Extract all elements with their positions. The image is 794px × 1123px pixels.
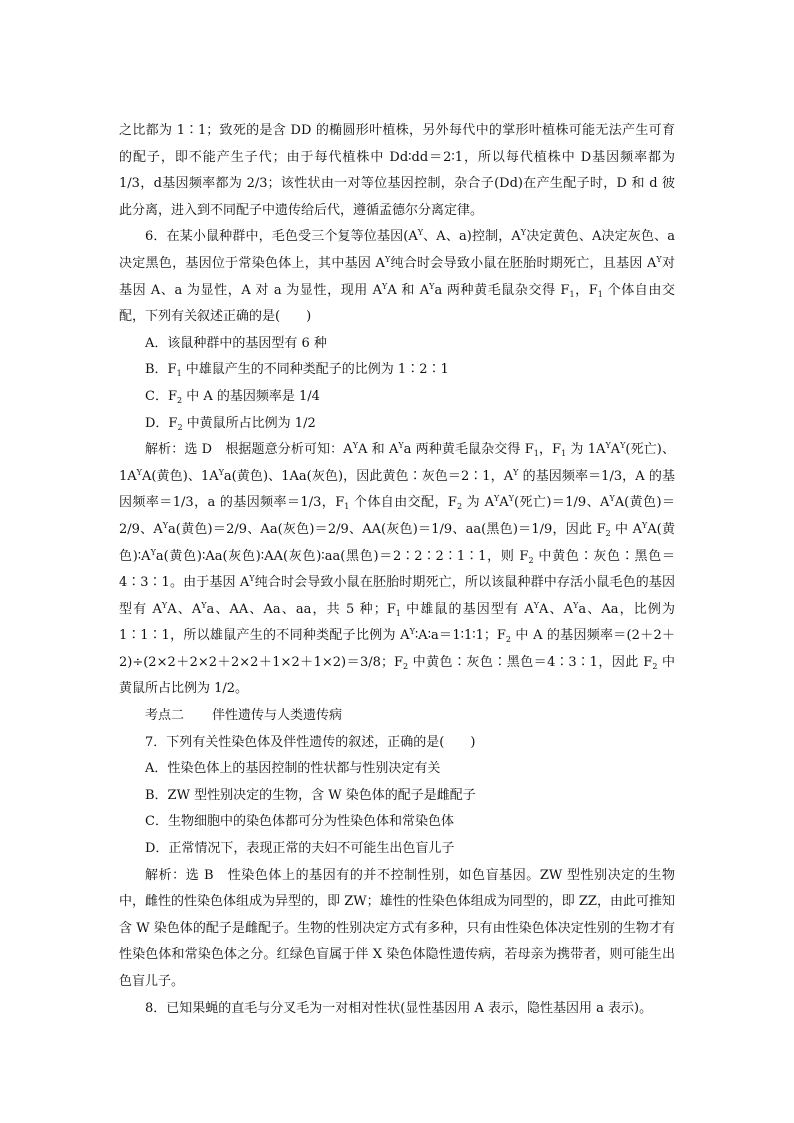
- question-6-option-c: C．$F_2$ 中 A 的基因频率是 1/4: [145, 388, 320, 405]
- document-page: [119, 118, 675, 1022]
- section-title: 伴性遗传与人类遗传病: [212, 708, 343, 724]
- question-6-option-d: D．$F_2$ 中黄鼠所占比例为 1/2: [145, 415, 316, 432]
- question-7-option-a: A．性染色体上的基因控制的性状都与性别决定有关: [145, 761, 441, 777]
- question-6-option-b: B．$F_1$ 中雄鼠产生的不同种类配子的比例为 1∶2∶1: [145, 362, 449, 379]
- section-number: 考点二: [145, 708, 185, 724]
- question-7-option-b: B．ZW 型性别决定的生物，含 W 染色体的配子是雌配子: [145, 787, 476, 803]
- question-7-analysis: 解析：选 B 性染色体上的基因有的并不控制性别，如色盲基因。ZW 型性别决定的生物中，雌性的性染色体组成为异型的，即 ZW；雄性的性染色体组成为同型的，即 ZZ，由此可推知含 W 染色体的配子是雌配子。生物的性别决定方式有多种，只有由性染色体决定性别的生物才有性染色体和常染色体之分。红绿色盲属于伴 X 染色体隐性遗传病，若母亲为携带者，则可能生出色盲儿子。: [119, 867, 675, 989]
- question-7-option-d: D．正常情况下，表现正常的夫妇不可能生出色盲儿子: [145, 841, 455, 857]
- question-6: 6．在某小鼠种群中，毛色受三个复等位基因($A^Y$、A、a)控制，$A^Y$决定黄色、A决定灰色、a 决定黑色，基因位于常染色体上，其中基因 $A^Y$纯合时会导致小鼠在胚胎时期死亡，且基因 $A^Y$对基因 A、a 为显性，A 对 a 为显性，现用 $A^YA$ 和 $A^Ya$ 两种黄毛鼠杂交得 $F_1$，$F_1$ 个体自由交配，下列有关叙述正确的是( ): [119, 228, 676, 325]
- question-6-option-a: A．该鼠种群中的基因型有 6 种: [145, 335, 327, 351]
- section-heading: [119, 703, 675, 730]
- question-8: 8．已知果蝇的直毛与分叉毛为一对相对性状(显性基因用 A 表示，隐性基因用 a 表示)。: [145, 1000, 653, 1016]
- paragraph-continuation: 之比都为 1∶1；致死的是含 DD 的椭圆形叶植株，另外每代中的掌形叶植株可能无法产生可育的配子，即不能产生子代；由于每代植株中 Dd∶dd＝2∶1，所以每代植株中 D基因频率都为 1/3，d基因频率都为 2/3；该性状由一对等位基因控制，杂合子(Dd)在产生配子时，D 和 d 彼此分离，进入到不同配子中遗传给后代，遵循孟德尔分离定律。: [119, 123, 675, 218]
- question-6-analysis: 解析：选 D 根据题意分析可知：$A^YA$ 和 $A^Ya$ 两种黄毛鼠杂交得 $F_1$，$F_1$ 为 $1A^YA^Y$(死亡)、$1A^YA$(黄色)、$1A^Ya$(黄色)、1Aa(灰色)，因此黄色∶灰色＝2∶1，$A^Y$ 的基因频率＝1/3，A 的基因频率＝1/3，a 的基因频率＝1/3，$F_1$ 个体自由交配，$F_2$ 为 $A^YA^Y$(死亡)＝1/9、$A^YA$(黄色)＝2/9、$A^Ya$(黄色)＝2/9、Aa(灰色)＝2/9、AA(灰色)＝1/9、aa(黑色)＝1/9，因此 $F_2$ 中 $A^YA$(黄色)$∶A^Ya$(黄色)∶Aa(灰色)∶AA(灰色)∶aa(黑色)＝2∶2∶2∶1∶1，则 $F_2$ 中黄色∶灰色∶黑色＝4∶3∶1。由于基因 $A^Y$纯合时会导致小鼠在胚胎时期死亡，所以该鼠种群中存活小鼠毛色的基因型有 $A^YA$、$A^Ya$、AA、Aa、aa，共 5 种；$F_1$ 中雄鼠的基因型有 $A^YA$、$A^Ya$、Aa，比例为 1∶1∶1，所以雄鼠产生的不同种类配子比例为 $A^Y∶A∶a=1∶1∶1$；$F_2$ 中 A 的基因频率＝(2＋2＋2)÷(2×2＋2×2＋2×2＋1×2＋1×2)＝3/8；$F_2$ 中黄色∶灰色∶黑色＝4∶3∶1，因此 $F_2$ 中黄鼠所占比例为 1/2。: [119, 441, 675, 697]
- question-7-option-c: C．生物细胞中的染色体都可分为性染色体和常染色体: [145, 814, 454, 830]
- question-7: 7．下列有关性染色体及伴性遗传的叙述，正确的是( ): [145, 734, 476, 750]
